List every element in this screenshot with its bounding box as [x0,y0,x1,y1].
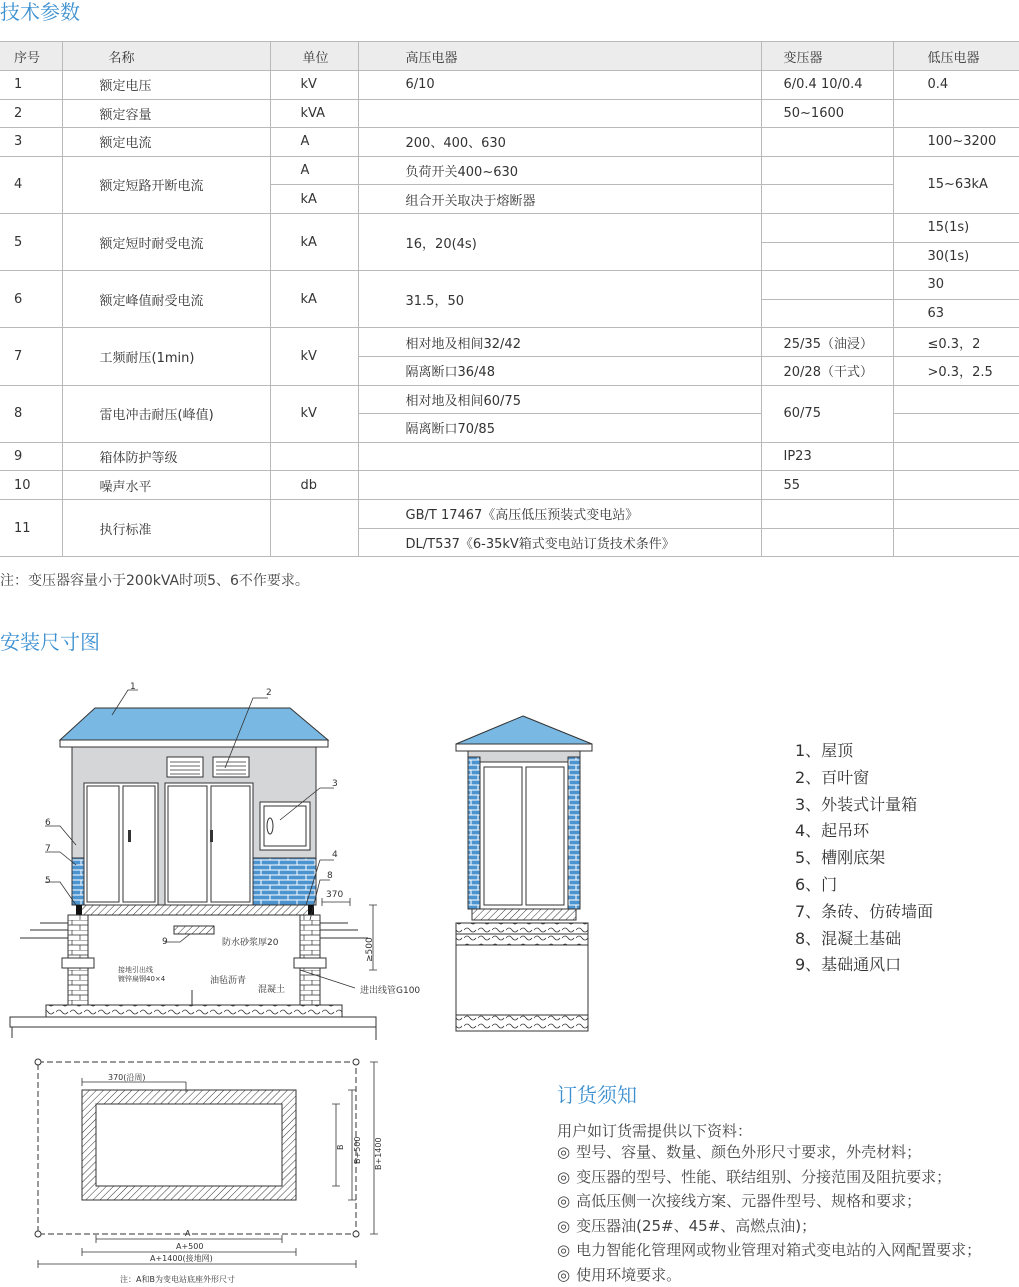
cell-tr [761,185,893,214]
cell-no: 1 [0,71,62,100]
table-row [0,442,1019,471]
cell-hv: DL/T537《6-35kV箱式变电站订货技术条件》 [358,528,761,557]
callout-9: 9 [162,937,168,947]
label-asphalt: 油毡沥青 [210,974,246,986]
cell-hv: 负荷开关400~630 [358,156,761,185]
cell-unit: kA [270,271,358,328]
cell-tr [761,213,893,242]
cell-lv [893,385,1019,414]
table-note: 注：变压器容量小于200kVA时项5、6不作要求。 [0,570,309,590]
plan-label-A500: A+500 [176,1242,203,1251]
table-row [0,271,1019,300]
list-item-text: 变压器的型号、性能、联结组别、分接范围及阻抗要求； [576,1168,951,1186]
cell-lv [893,414,1019,443]
cell-no: 5 [0,213,62,270]
section-title-install: 安装尺寸图 [0,630,100,654]
cell-tr: 50~1600 [761,99,893,128]
legend-item: 1、屋顶 [795,738,933,765]
side-elevation-drawing [450,710,600,1040]
cell-name: 噪声水平 [62,471,270,500]
section-title-tech: 技术参数 [0,0,80,24]
cell-unit [270,442,358,471]
list-item [557,1263,981,1287]
cell-hv: 200、400、630 [358,128,761,157]
cell-tr [761,128,893,157]
list-item-text: 电力智能化管理网或物业管理对箱式变电站的入网配置要求； [576,1241,981,1259]
cell-hv: 相对地及相间32/42 [358,328,761,357]
cell-name: 工频耐压(1min) [62,328,270,385]
list-item-text: 型号、容量、数量、颜色外形尺寸要求，外壳材料； [576,1143,921,1161]
bullet-icon: ◎ [557,1168,570,1186]
callout-6: 6 [45,818,51,828]
cell-tr [761,299,893,328]
table-row [0,156,1019,185]
cell-name: 额定短时耐受电流 [62,213,270,270]
cell-hv [358,471,761,500]
table-row [0,385,1019,414]
order-intro: 用户如订货需提供以下资料： [557,1120,752,1141]
list-item [557,1165,981,1190]
cell-lv [893,499,1019,528]
cell-hv [358,99,761,128]
cell-lv [893,442,1019,471]
cell-tr [761,242,893,271]
cell-unit: kA [270,213,358,270]
cell-unit: A [270,128,358,157]
plan-label-B1400: B+1400 [374,1137,383,1170]
legend-item: 3、外装式计量箱 [795,792,933,819]
legend-item: 8、混凝土基础 [795,926,933,953]
cell-no: 3 [0,128,62,157]
cell-name: 执行标准 [62,499,270,556]
front-elevation-drawing [0,680,440,1050]
plan-label-A1400: A+1400(接地网) [150,1253,213,1263]
cell-name: 额定电压 [62,71,270,100]
cell-name: 额定峰值耐受电流 [62,271,270,328]
cell-hv: 31.5，50 [358,271,761,328]
cell-tr: 55 [761,471,893,500]
cell-lv: 63 [893,299,1019,328]
legend-item: 7、条砖、仿砖墙面 [795,899,933,926]
cell-lv: 30(1s) [893,242,1019,271]
cell-lv: 100~3200 [893,128,1019,157]
dim-500: ≥500 [365,937,375,962]
cell-tr [761,156,893,185]
table-header-row [0,42,1019,71]
cell-lv: 15(1s) [893,213,1019,242]
cell-lv: 15~63kA [893,156,1019,213]
table-row [0,71,1019,100]
callout-5: 5 [45,876,51,886]
label-mortar: 防水砂浆厚20 [222,936,279,948]
legend-item: 6、门 [795,872,933,899]
section-title-order: 订货须知 [557,1079,637,1108]
callout-7: 7 [45,844,51,854]
cell-hv [358,442,761,471]
legend-item: 2、百叶窗 [795,765,933,792]
list-item-text: 变压器油(25#、45#、高燃点油)； [576,1217,816,1235]
bullet-icon: ◎ [557,1266,570,1284]
label-ground-2: 镀锌扁钢40×4 [118,974,166,983]
cell-hv: 16，20(4s) [358,213,761,270]
col-header: 低压电器 [893,42,1019,71]
bullet-icon: ◎ [557,1241,570,1259]
cell-hv: 隔离断口70/85 [358,414,761,443]
legend-item: 9、基础通风口 [795,952,933,979]
table-row [0,128,1019,157]
cell-no: 2 [0,99,62,128]
cell-no: 7 [0,328,62,385]
cell-lv [893,99,1019,128]
col-header: 序号 [0,42,62,71]
cell-no: 4 [0,156,62,213]
list-item [557,1214,981,1239]
cell-unit: kV [270,385,358,442]
cell-lv [893,471,1019,500]
callout-1: 1 [130,682,136,692]
component-legend [795,738,933,979]
list-item [557,1189,981,1214]
col-header: 单位 [270,42,358,71]
bullet-icon: ◎ [557,1143,570,1161]
cell-tr: IP23 [761,442,893,471]
order-list [557,1140,981,1287]
plan-drawing [0,1052,400,1286]
cell-tr: 20/28（干式） [761,356,893,385]
cell-hv: 相对地及相间60/75 [358,385,761,414]
cell-no: 9 [0,442,62,471]
callout-4: 4 [332,850,338,860]
legend-item: 5、槽刚底架 [795,845,933,872]
cell-unit: kV [270,328,358,385]
callout-8: 8 [327,871,333,881]
plan-label-B500: B+500 [353,1137,362,1164]
dim-370: 370 [326,890,343,900]
cell-hv: 组合开关取决于熔断器 [358,185,761,214]
spec-table [0,41,1019,557]
cell-unit: A [270,156,358,185]
plan-label-370: 370(沿周) [108,1073,146,1082]
list-item-text: 高低压侧一次接线方案、元器件型号、规格和要求； [576,1192,921,1210]
cell-tr: 60/75 [761,385,893,442]
cell-no: 6 [0,271,62,328]
cell-name: 额定容量 [62,99,270,128]
table-row [0,213,1019,242]
table-row [0,328,1019,357]
cell-tr [761,528,893,557]
bullet-icon: ◎ [557,1217,570,1235]
col-header: 变压器 [761,42,893,71]
callout-3: 3 [332,779,338,789]
cell-lv [893,528,1019,557]
cell-no: 10 [0,471,62,500]
cell-name: 雷电冲击耐压(峰值) [62,385,270,442]
plan-note: 注：A和B为变电站底座外形尺寸 [120,1274,235,1284]
plan-label-B: B [336,1145,345,1151]
table-row [0,471,1019,500]
cell-name: 箱体防护等级 [62,442,270,471]
cell-unit: db [270,471,358,500]
legend-item: 4、起吊环 [795,818,933,845]
cell-hv: GB/T 17467《高压低压预装式变电站》 [358,499,761,528]
label-concrete: 混凝土 [258,983,285,995]
cell-lv: 0.4 [893,71,1019,100]
cell-name: 额定短路开断电流 [62,156,270,213]
cell-hv: 隔离断口36/48 [358,356,761,385]
cell-tr [761,499,893,528]
plan-label-A: A [185,1229,191,1238]
cell-no: 8 [0,385,62,442]
table-row [0,99,1019,128]
cell-lv: 30 [893,271,1019,300]
cell-name: 额定电流 [62,128,270,157]
cell-lv: >0.3，2.5 [893,356,1019,385]
list-item-text: 使用环境要求。 [576,1266,681,1284]
cell-unit [270,499,358,556]
table-row [0,499,1019,528]
cell-tr: 25/35（油浸） [761,328,893,357]
callout-2: 2 [266,688,272,698]
cell-no: 11 [0,499,62,556]
bullet-icon: ◎ [557,1192,570,1210]
cell-hv: 6/10 [358,71,761,100]
col-header: 名称 [62,42,270,71]
cell-unit: kV [270,71,358,100]
cell-unit: kA [270,185,358,214]
label-conduit: 进出线管G100 [360,984,420,996]
cell-tr [761,271,893,300]
list-item [557,1238,981,1263]
list-item [557,1140,981,1165]
label-ground-1: 接地引出线 [118,965,153,974]
col-header: 高压电器 [358,42,761,71]
cell-tr: 6/0.4 10/0.4 [761,71,893,100]
cell-lv: ≤0.3，2 [893,328,1019,357]
cell-unit: kVA [270,99,358,128]
